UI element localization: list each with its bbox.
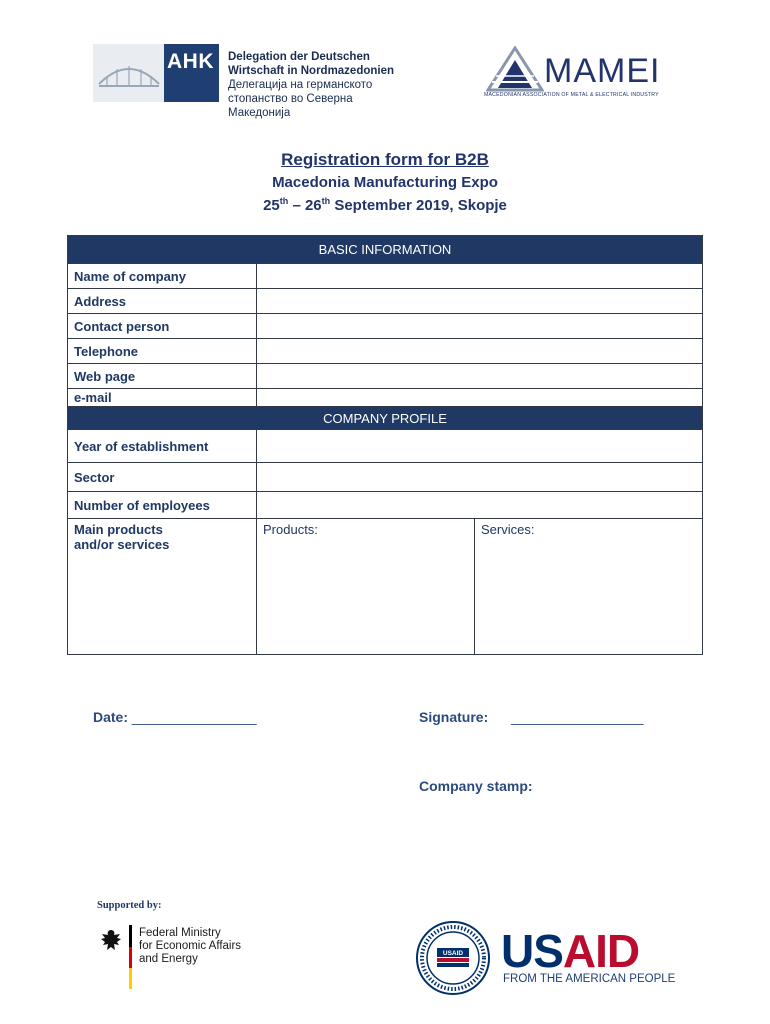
- field-contact-person[interactable]: [257, 314, 703, 339]
- ahk-line-3: Делегација на германското: [228, 79, 373, 91]
- federal-eagle-icon: [97, 927, 125, 955]
- field-email[interactable]: [257, 389, 703, 407]
- german-flag-bar-icon: [129, 925, 132, 989]
- label-name-of-company: Name of company: [68, 264, 257, 289]
- field-telephone[interactable]: [257, 339, 703, 364]
- label-main-products-line-1: Main products: [74, 522, 163, 537]
- label-contact-person: Contact person: [68, 314, 257, 339]
- section-company-profile: COMPANY PROFILE: [68, 407, 703, 430]
- field-web-page[interactable]: [257, 364, 703, 389]
- label-address: Address: [68, 289, 257, 314]
- usaid-logo: [415, 920, 680, 994]
- mamei-subtitle: MACEDONIAN ASSOCIATION OF METAL & ELECTRICAL INDUSTRY: [484, 92, 659, 98]
- field-year-of-establishment[interactable]: [257, 430, 703, 463]
- products-col-label: Products:: [263, 522, 318, 537]
- bmwi-line-2: for Economic Affairs: [139, 940, 242, 952]
- company-stamp-label: Company stamp:: [419, 778, 533, 794]
- signature-label: Signature:: [419, 709, 489, 725]
- usaid-word-us: US: [501, 925, 563, 977]
- services-col-label: Services:: [481, 522, 535, 537]
- label-year-of-establishment: Year of establishment: [68, 430, 257, 463]
- label-number-of-employees: Number of employees: [68, 492, 257, 519]
- ahk-line-1: Delegation der Deutschen: [228, 51, 370, 63]
- ahk-mark: AHK: [167, 50, 214, 73]
- event-date: [0, 196, 770, 214]
- ahk-name: [228, 50, 397, 120]
- signature-line[interactable]: _________________: [511, 709, 644, 725]
- label-telephone: Telephone: [68, 339, 257, 364]
- usaid-seal-icon: [415, 920, 491, 996]
- bmwi-line-3: and Energy: [139, 953, 198, 965]
- ahk-line-4: стопанство во Северна Македонија: [228, 93, 353, 119]
- usaid-wordmark: [501, 924, 639, 978]
- label-email: e-mail: [68, 389, 257, 407]
- ahk-line-2: Wirtschaft in Nordmazedonien: [228, 65, 395, 77]
- bridge-arc-icon: [97, 58, 161, 90]
- mamei-mark: MAMEI: [544, 52, 661, 90]
- bmwi-name: [139, 927, 241, 966]
- date-line[interactable]: ________________: [131, 709, 257, 725]
- date-start: 25: [263, 197, 280, 214]
- supported-by-label: Supported by:: [97, 900, 162, 911]
- form-title: Registration form for B2B: [281, 150, 489, 169]
- bmwi-logo: [97, 925, 257, 993]
- usaid-seal-mark: USAID: [442, 950, 464, 957]
- ahk-logo: [93, 44, 397, 119]
- date-field: [93, 709, 256, 725]
- date-end: 26: [304, 197, 322, 214]
- date-label: Date:: [93, 709, 129, 725]
- label-web-page: Web page: [68, 364, 257, 389]
- date-rest: September 2019, Skopje: [330, 197, 507, 214]
- label-main-products: [68, 519, 257, 655]
- expo-title: Macedonia Manufacturing Expo: [272, 174, 498, 191]
- label-main-products-line-2: and/or services: [74, 537, 170, 552]
- usaid-word-aid: AID: [562, 925, 640, 977]
- date-end-sup: th: [321, 196, 331, 206]
- field-number-of-employees[interactable]: [257, 492, 703, 519]
- label-sector: Sector: [68, 463, 257, 492]
- usaid-tagline: FROM THE AMERICAN PEOPLE: [503, 973, 676, 985]
- field-sector[interactable]: [257, 463, 703, 492]
- mamei-triangle-icon: [486, 46, 544, 92]
- field-name-of-company[interactable]: [257, 264, 703, 289]
- field-products[interactable]: [257, 519, 475, 655]
- field-address[interactable]: [257, 289, 703, 314]
- bmwi-line-1: Federal Ministry: [139, 927, 221, 939]
- mamei-logo: [484, 44, 680, 102]
- registration-table: [67, 235, 703, 655]
- section-basic-information: BASIC INFORMATION: [68, 236, 703, 264]
- date-sep: –: [288, 197, 305, 214]
- date-start-sup: th: [279, 196, 289, 206]
- field-services[interactable]: [475, 519, 703, 655]
